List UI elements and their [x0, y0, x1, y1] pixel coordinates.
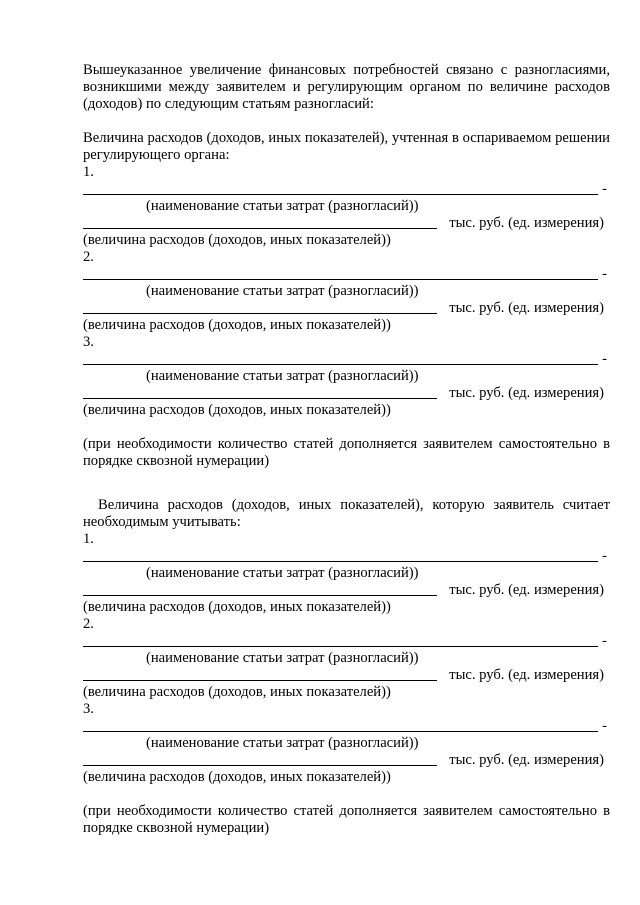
section2-item-3 [83, 701, 610, 786]
unit-label: тыс. руб. (ед. измерения) [449, 752, 604, 768]
dash: - [602, 718, 607, 734]
dash: - [602, 548, 607, 564]
item-number: 1. [83, 164, 94, 180]
value-caption: (величина расходов (доходов, иных показателей)) [83, 232, 391, 248]
value-caption: (величина расходов (доходов, иных показателей)) [83, 684, 391, 700]
section1-item-3 [83, 334, 610, 419]
cost-item-caption: (наименование статьи затрат (разногласий)) [146, 565, 419, 581]
cost-item-name-line[interactable] [83, 731, 598, 732]
unit-label: тыс. руб. (ед. измерения) [449, 667, 604, 683]
dash: - [602, 266, 607, 282]
item-number: 3. [83, 701, 94, 717]
section2-item-1 [83, 531, 610, 616]
value-caption: (величина расходов (доходов, иных показателей)) [83, 402, 391, 418]
unit-label: тыс. руб. (ед. измерения) [449, 300, 604, 316]
unit-label: тыс. руб. (ед. измерения) [449, 215, 604, 231]
document-page [83, 62, 610, 837]
section2-heading: Величина расходов (доходов, иных показателей), которую заявитель считает необходимым учитывать: [83, 497, 610, 530]
cost-item-caption: (наименование статьи затрат (разногласий)) [146, 283, 419, 299]
cost-item-name-line[interactable] [83, 279, 598, 280]
section1-item-1 [83, 164, 610, 249]
cost-item-caption: (наименование статьи затрат (разногласий)) [146, 198, 419, 214]
item-number: 3. [83, 334, 94, 350]
section1-heading: Величина расходов (доходов, иных показателей), учтенная в оспариваемом решении регулирующего органа: [83, 130, 610, 163]
dash: - [602, 351, 607, 367]
value-caption: (величина расходов (доходов, иных показателей)) [83, 317, 391, 333]
section2-item-2 [83, 616, 610, 701]
dash: - [602, 181, 607, 197]
section1-note: (при необходимости количество статей дополняется заявителем самостоятельно в порядке сквозной нумерации) [83, 436, 610, 469]
value-line[interactable] [83, 398, 437, 399]
value-caption: (величина расходов (доходов, иных показателей)) [83, 769, 391, 785]
value-line[interactable] [83, 228, 437, 229]
value-line[interactable] [83, 595, 437, 596]
cost-item-name-line[interactable] [83, 561, 598, 562]
value-line[interactable] [83, 313, 437, 314]
dash: - [602, 633, 607, 649]
cost-item-name-line[interactable] [83, 364, 598, 365]
value-line[interactable] [83, 680, 437, 681]
cost-item-caption: (наименование статьи затрат (разногласий)) [146, 735, 419, 751]
item-number: 2. [83, 249, 94, 265]
cost-item-name-line[interactable] [83, 646, 598, 647]
section2-note: (при необходимости количество статей дополняется заявителем самостоятельно в порядке сквозной нумерации) [83, 803, 610, 836]
unit-label: тыс. руб. (ед. измерения) [449, 385, 604, 401]
value-line[interactable] [83, 765, 437, 766]
value-caption: (величина расходов (доходов, иных показателей)) [83, 599, 391, 615]
item-number: 2. [83, 616, 94, 632]
cost-item-name-line[interactable] [83, 194, 598, 195]
cost-item-caption: (наименование статьи затрат (разногласий)) [146, 650, 419, 666]
section1-item-2 [83, 249, 610, 334]
unit-label: тыс. руб. (ед. измерения) [449, 582, 604, 598]
item-number: 1. [83, 531, 94, 547]
cost-item-caption: (наименование статьи затрат (разногласий)) [146, 368, 419, 384]
intro-paragraph: Вышеуказанное увеличение финансовых потребностей связано с разногласиями, возникшими между заявителем и регулирующим органом по величине расходов (доходов) по следующим статьям разногласий: [83, 62, 610, 112]
